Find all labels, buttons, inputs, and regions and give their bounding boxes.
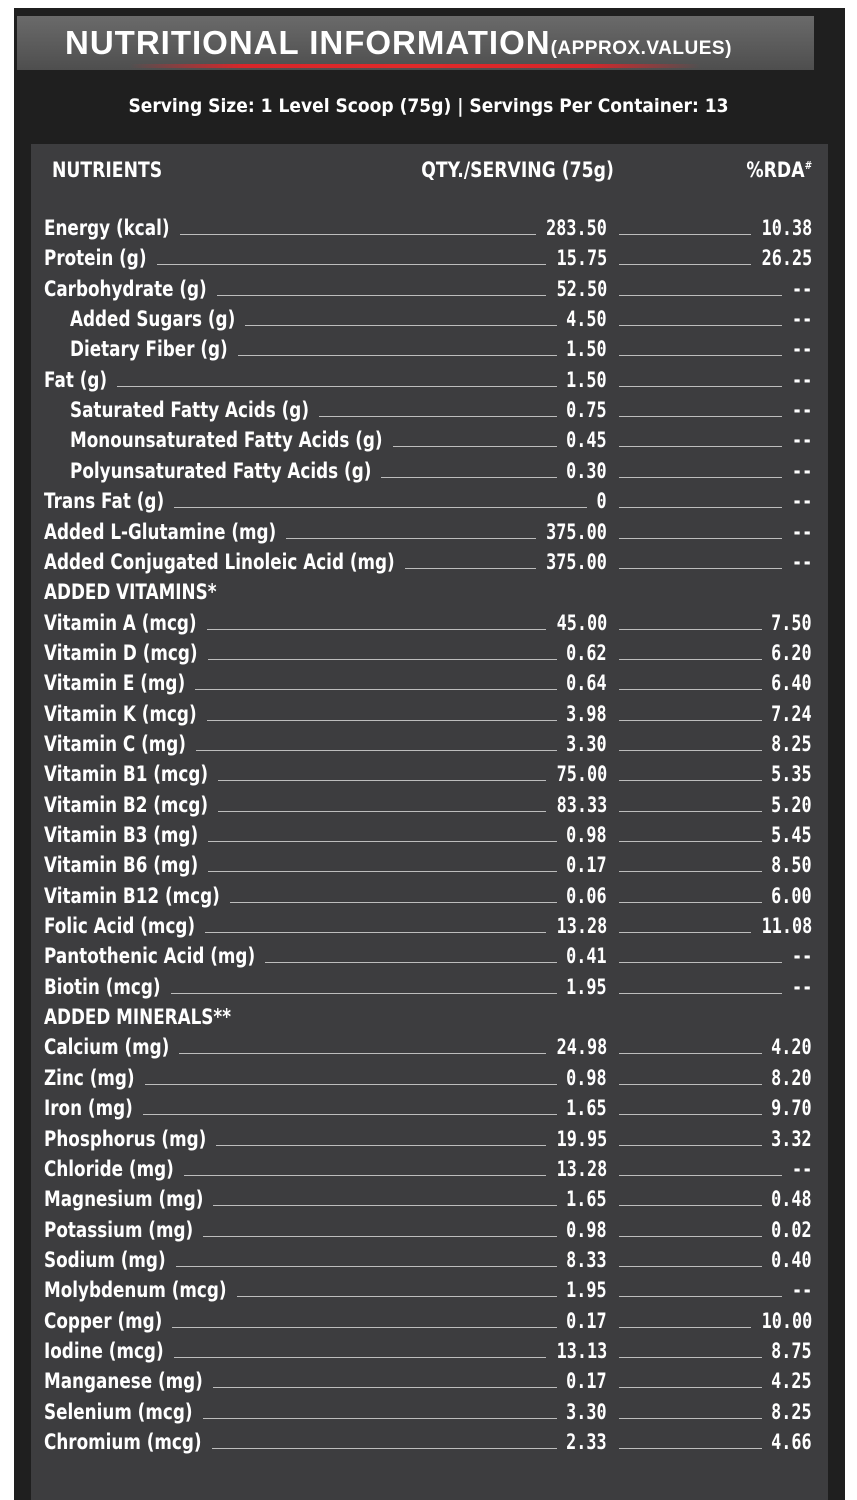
nutrient-qty: 13.13 [556, 1339, 607, 1363]
nutrient-name: Vitamin B3 (mg) [44, 823, 199, 847]
nutrient-rda: -- [791, 337, 812, 361]
table-row [0, 274, 857, 304]
leader-line [619, 1205, 762, 1206]
nutrient-name: Vitamin B2 (mcg) [44, 793, 209, 817]
nutrient-name: Saturated Fatty Acids (g) [70, 398, 310, 422]
table-row [0, 1397, 857, 1427]
nutrient-rda: -- [791, 975, 812, 999]
col-header-rda-mark: # [804, 159, 812, 172]
nutrient-qty: 1.65 [566, 1187, 607, 1211]
nutrient-name: Folic Acid (mcg) [44, 914, 196, 938]
nutrient-rda: -- [791, 428, 812, 452]
leader-line [205, 932, 546, 933]
nutrient-qty: 83.33 [556, 793, 607, 817]
leader-line [174, 1357, 547, 1358]
nutrient-qty: 0.98 [566, 823, 607, 847]
nutrient-name: Added Sugars (g) [70, 307, 236, 331]
nutrient-name: Energy (kcal) [44, 216, 170, 240]
leader-line [619, 1236, 762, 1237]
nutrient-name: Iodine (mcg) [44, 1339, 164, 1363]
nutrient-rda: -- [791, 550, 812, 574]
section-heading: ADDED VITAMINS* [44, 580, 217, 604]
section-heading: ADDED MINERALS** [44, 1005, 231, 1029]
nutrient-qty: 0.98 [566, 1066, 607, 1090]
nutrient-name: Pantothenic Acid (mg) [44, 944, 256, 968]
nutrient-qty: 52.50 [556, 277, 607, 301]
nutrient-name: Carbohydrate (g) [44, 277, 207, 301]
nutrient-rda: -- [791, 459, 812, 483]
title-approx: (APPROX.VALUES) [550, 38, 732, 59]
leader-line [619, 750, 762, 751]
nutrient-qty: 13.28 [556, 914, 607, 938]
nutrient-rda: 9.70 [771, 1096, 812, 1120]
leader-line [172, 1327, 556, 1328]
nutrient-qty: 13.28 [556, 1157, 607, 1181]
nutrient-name: Vitamin B6 (mg) [44, 853, 199, 877]
nutrient-rda: 10.00 [761, 1309, 812, 1333]
nutrient-rda: 10.38 [761, 216, 812, 240]
leader-line [265, 962, 556, 963]
nutrient-name: Biotin (mcg) [44, 975, 161, 999]
leader-line [212, 1448, 557, 1449]
table-row [0, 243, 857, 273]
leader-line [619, 1357, 762, 1358]
nutrient-rda: 5.20 [771, 793, 812, 817]
nutrient-qty: 0.06 [566, 884, 607, 908]
leader-line [207, 629, 547, 630]
title-main: NUTRITIONAL INFORMATION [65, 24, 551, 61]
nutrient-qty: 24.98 [556, 1035, 607, 1059]
leader-line [208, 841, 556, 842]
nutrient-name: Vitamin D (mcg) [44, 641, 198, 665]
table-row [0, 1306, 857, 1336]
nutrient-qty: 1.50 [566, 337, 607, 361]
nutrient-name: Polyunsaturated Fatty Acids (g) [70, 459, 372, 483]
table-row [0, 790, 857, 820]
nutrient-rda: -- [791, 489, 812, 513]
leader-line [619, 902, 762, 903]
nutrient-rda: -- [791, 1157, 812, 1181]
nutrient-name: Copper (mg) [44, 1309, 163, 1333]
table-row [0, 1366, 857, 1396]
leader-line [619, 629, 762, 630]
nutrient-name: Added Conjugated Linoleic Acid (mg) [44, 550, 395, 574]
leader-line [619, 295, 782, 296]
nutrient-qty: 283.50 [546, 216, 607, 240]
nutrient-rda: 0.02 [771, 1218, 812, 1242]
nutrient-name: Phosphorus (mg) [44, 1127, 207, 1151]
nutrient-name: Monounsaturated Fatty Acids (g) [70, 428, 383, 452]
leader-line [619, 962, 782, 963]
nutrient-qty: 0.17 [566, 853, 607, 877]
nutrient-qty: 1.65 [566, 1096, 607, 1120]
nutrient-qty: 1.50 [566, 368, 607, 392]
leader-line [619, 1327, 751, 1328]
leader-line [619, 1387, 762, 1388]
table-row [0, 911, 857, 941]
leader-line [619, 993, 782, 994]
table-row [0, 1154, 857, 1184]
nutrient-qty: 75.00 [556, 762, 607, 786]
table-row [0, 941, 857, 971]
nutrient-name: Vitamin A (mcg) [44, 611, 197, 635]
nutrient-qty: 0.62 [566, 641, 607, 665]
leader-line [196, 750, 557, 751]
table-row [0, 425, 857, 455]
leader-line [619, 386, 782, 387]
nutrient-qty: 375.00 [546, 550, 607, 574]
nutrient-rda: 6.20 [771, 641, 812, 665]
nutrient-qty: 0.17 [566, 1369, 607, 1393]
nutrient-qty: 0.64 [566, 671, 607, 695]
leader-line [619, 1266, 762, 1267]
leader-line [230, 902, 557, 903]
leader-line [216, 1145, 546, 1146]
nutrient-rda: 4.20 [771, 1035, 812, 1059]
leader-line [213, 1387, 557, 1388]
leader-line [619, 568, 782, 569]
nutrient-name: Vitamin B1 (mcg) [44, 762, 209, 786]
nutrient-rda: 5.45 [771, 823, 812, 847]
nutrient-rda: -- [791, 1278, 812, 1302]
nutrient-rda: 7.24 [771, 702, 812, 726]
leader-line [218, 811, 546, 812]
nutrient-qty: 19.95 [556, 1127, 607, 1151]
nutrient-name: Potassium (mg) [44, 1218, 194, 1242]
col-header-qty: QTY./SERVING (75g) [421, 158, 614, 182]
leader-line [213, 1205, 556, 1206]
leader-line [619, 932, 751, 933]
nutrient-rda: 0.48 [771, 1187, 812, 1211]
leader-line [619, 355, 782, 356]
table-row [0, 699, 857, 729]
leader-line [619, 780, 762, 781]
leader-line [619, 507, 782, 508]
nutrient-qty: 1.95 [566, 1278, 607, 1302]
table-row [0, 1093, 857, 1123]
table-row [0, 729, 857, 759]
leader-line [619, 446, 782, 447]
nutrient-rda: 7.50 [771, 611, 812, 635]
nutrient-qty: 0.45 [566, 428, 607, 452]
nutrient-rda: 8.75 [771, 1339, 812, 1363]
col-header-rda [746, 158, 812, 182]
leader-line [184, 1175, 547, 1176]
nutrient-qty: 375.00 [546, 520, 607, 544]
nutrient-name: Vitamin C (mg) [44, 732, 186, 756]
leader-line [203, 1418, 557, 1419]
table-row [0, 668, 857, 698]
nutrient-name: Added L-Glutamine (mg) [44, 520, 277, 544]
leader-line [195, 689, 556, 690]
nutrient-name: Trans Fat (g) [44, 489, 165, 513]
leader-line [619, 1145, 762, 1146]
nutrient-name: Sodium (mg) [44, 1248, 166, 1272]
nutrient-rda: 8.25 [771, 732, 812, 756]
nutrient-rda: 26.25 [761, 246, 812, 270]
nutrient-qty: 3.30 [566, 1400, 607, 1424]
leader-line [381, 477, 556, 478]
serving-info: Serving Size: 1 Level Scoop (75g) | Servings Per Container: 13 [128, 95, 729, 117]
table-row [0, 881, 857, 911]
leader-line [180, 234, 537, 235]
leader-line [619, 811, 762, 812]
table-row [0, 517, 857, 547]
nutrient-qty: 0.75 [566, 398, 607, 422]
table-row [0, 304, 857, 334]
leader-line [619, 871, 762, 872]
nutrient-name: Vitamin K (mcg) [44, 702, 197, 726]
nutrient-rda: -- [791, 368, 812, 392]
table-row [0, 334, 857, 364]
leader-line [217, 295, 547, 296]
nutrient-rda: -- [791, 520, 812, 544]
nutrient-rda: 0.40 [771, 1248, 812, 1272]
leader-line [619, 234, 751, 235]
nutrient-qty: 8.33 [566, 1248, 607, 1272]
nutrient-qty: 0.17 [566, 1309, 607, 1333]
leader-line [619, 538, 782, 539]
leader-line [208, 659, 557, 660]
leader-line [238, 355, 557, 356]
leader-line [286, 538, 536, 539]
leader-line [203, 1236, 556, 1237]
nutrient-name: Molybdenum (mcg) [44, 1278, 227, 1302]
leader-line [157, 264, 547, 265]
nutrient-name: Dietary Fiber (g) [70, 337, 228, 361]
leader-line [176, 1266, 557, 1267]
nutrient-name: Vitamin E (mg) [44, 671, 186, 695]
leader-line [619, 1084, 762, 1085]
nutrient-rda: 4.25 [771, 1369, 812, 1393]
leader-line [245, 325, 556, 326]
nutrient-name: Fat (g) [44, 368, 108, 392]
nutrient-name: Iron (mg) [44, 1096, 133, 1120]
leader-line [207, 720, 557, 721]
table-row [0, 608, 857, 638]
leader-line [619, 416, 782, 417]
nutrient-name: Manganese (mg) [44, 1369, 203, 1393]
leader-line [145, 1084, 557, 1085]
nutrient-rda: 8.50 [771, 853, 812, 877]
nutrient-qty: 0 [596, 489, 607, 513]
leader-line [619, 325, 782, 326]
nutrient-qty: 3.98 [566, 702, 607, 726]
nutrient-rda: 5.35 [771, 762, 812, 786]
leader-line [619, 1114, 762, 1115]
nutrient-name: Magnesium (mg) [44, 1187, 204, 1211]
leader-line [319, 416, 557, 417]
nutrient-qty: 2.33 [566, 1430, 607, 1454]
leader-line [117, 386, 556, 387]
page-title [65, 24, 732, 62]
leader-line [174, 507, 587, 508]
col-header-nutrients: NUTRIENTS [52, 158, 163, 182]
leader-line [237, 1296, 557, 1297]
table-row [0, 365, 857, 395]
nutrient-name: Calcium (mg) [44, 1035, 170, 1059]
nutrient-qty: 0.41 [566, 944, 607, 968]
nutrient-rda: 6.00 [771, 884, 812, 908]
table-row [0, 850, 857, 880]
table-row [0, 456, 857, 486]
leader-line [619, 264, 751, 265]
leader-line [619, 1175, 782, 1176]
table-row [0, 486, 857, 516]
table-row [0, 759, 857, 789]
nutrient-qty: 0.30 [566, 459, 607, 483]
table-row [0, 1275, 857, 1305]
nutrient-qty: 1.95 [566, 975, 607, 999]
col-header-rda-label: %RDA [746, 158, 805, 182]
nutrient-rda: 11.08 [761, 914, 812, 938]
leader-line [218, 780, 546, 781]
table-row [0, 972, 857, 1002]
nutrient-name: Vitamin B12 (mcg) [44, 884, 220, 908]
table-row [0, 1032, 857, 1062]
nutrient-rda: 4.66 [771, 1430, 812, 1454]
nutrient-rda: 6.40 [771, 671, 812, 695]
nutrient-rda: -- [791, 307, 812, 331]
leader-line [179, 1053, 546, 1054]
title-accent-line [130, 64, 700, 68]
nutrient-rda: 3.32 [771, 1127, 812, 1151]
leader-line [619, 1418, 762, 1419]
nutrient-qty: 3.30 [566, 732, 607, 756]
table-row [0, 1063, 857, 1093]
leader-line [619, 689, 762, 690]
nutrient-name: Selenium (mcg) [44, 1400, 193, 1424]
leader-line [619, 659, 762, 660]
leader-line [619, 720, 762, 721]
nutrient-rda: 8.20 [771, 1066, 812, 1090]
table-row [0, 638, 857, 668]
table-row [0, 547, 857, 577]
leader-line [208, 871, 556, 872]
table-row [0, 1336, 857, 1366]
table-row [0, 1124, 857, 1154]
nutrient-name: Protein (g) [44, 246, 147, 270]
table-row [0, 395, 857, 425]
nutrient-qty: 0.98 [566, 1218, 607, 1242]
leader-line [619, 841, 762, 842]
nutrient-qty: 45.00 [556, 611, 607, 635]
leader-line [405, 568, 537, 569]
table-row [0, 1184, 857, 1214]
table-row [0, 213, 857, 243]
table-row [0, 1215, 857, 1245]
nutrient-qty: 15.75 [556, 246, 607, 270]
leader-line [619, 1296, 782, 1297]
nutrient-rda: 8.25 [771, 1400, 812, 1424]
leader-line [619, 477, 782, 478]
nutrient-name: Zinc (mg) [44, 1066, 135, 1090]
leader-line [619, 1053, 762, 1054]
nutrient-rda: -- [791, 398, 812, 422]
leader-line [143, 1114, 557, 1115]
table-row [0, 820, 857, 850]
table-row [0, 1245, 857, 1275]
nutrient-rda: -- [791, 277, 812, 301]
nutrient-name: Chloride (mg) [44, 1157, 174, 1181]
nutrient-qty: 4.50 [566, 307, 607, 331]
leader-line [619, 1448, 762, 1449]
nutrient-name: Chromium (mcg) [44, 1430, 202, 1454]
nutrient-rda: -- [791, 944, 812, 968]
table-row [0, 1427, 857, 1457]
leader-line [171, 993, 557, 994]
leader-line [393, 446, 557, 447]
